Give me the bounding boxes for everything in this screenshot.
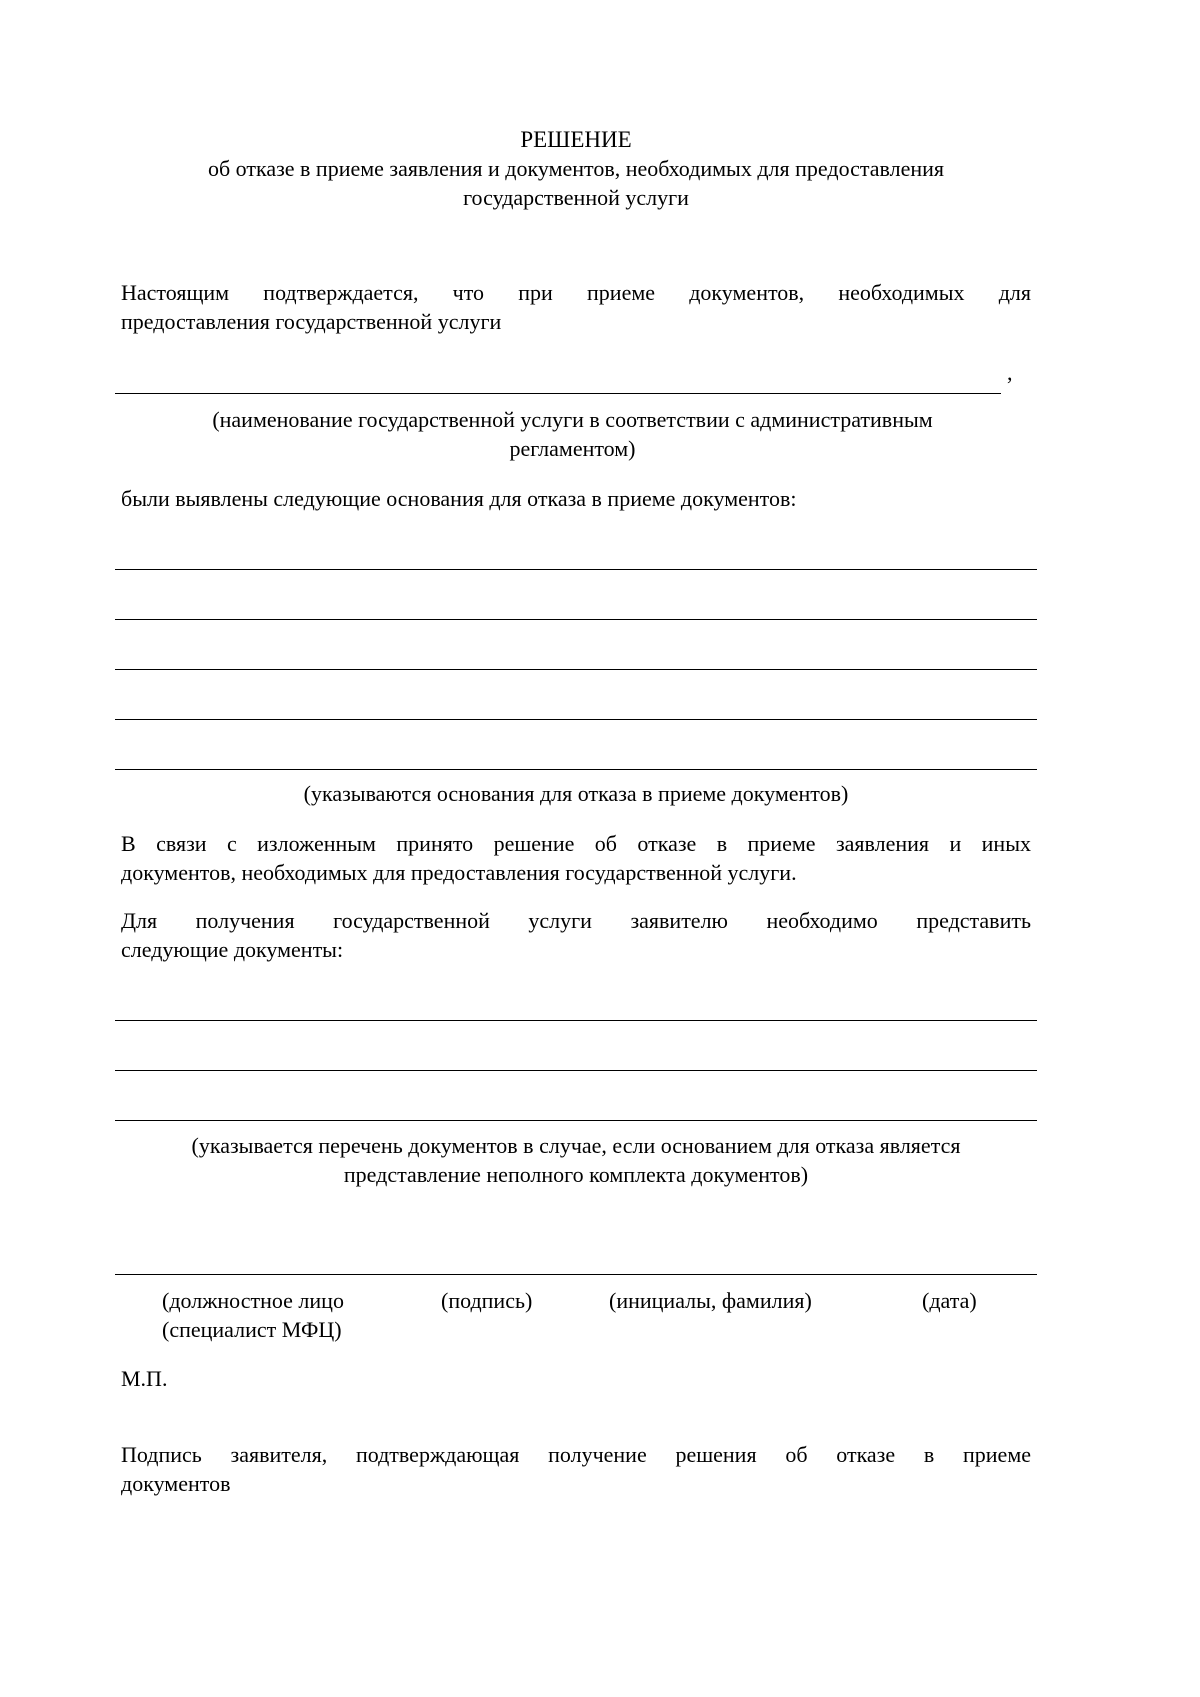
- docs-line-1[interactable]: [115, 1020, 1037, 1021]
- docs-line-2[interactable]: [115, 1070, 1037, 1071]
- document-title: РЕШЕНИЕ: [520, 127, 632, 152]
- decision-line-2: документов, необходимых для предоставления государственной услуги.: [121, 860, 797, 885]
- grounds-intro: были выявлены следующие основания для отказа в приеме документов:: [121, 486, 797, 511]
- intro-paragraph: [121, 278, 1031, 336]
- official-label: [162, 1286, 344, 1344]
- signature-line[interactable]: [115, 1274, 1037, 1275]
- applicant-line-2: документов: [121, 1471, 231, 1496]
- applicant-line-1: Подпись заявителя, подтверждающая получение решения об отказе в приеме: [121, 1442, 1031, 1467]
- service-caption-line-1: (наименование государственной услуги в соответствии с административным: [212, 407, 933, 432]
- intro-line-1: Настоящим подтверждается, что при приеме документов, необходимых для: [121, 280, 1031, 305]
- decision-line-1: В связи с изложенным принято решение об отказе в приеме заявления и иных: [121, 831, 1031, 856]
- service-name-comma: ,: [1007, 360, 1013, 385]
- required-docs-paragraph: [121, 906, 1031, 964]
- date-label: (дата): [922, 1288, 977, 1313]
- grounds-line-1[interactable]: [115, 569, 1037, 570]
- required-docs-line-1: Для получения государственной услуги заявителю необходимо представить: [121, 908, 1031, 933]
- applicant-paragraph: [121, 1440, 1031, 1498]
- official-label-line-2: (специалист МФЦ): [162, 1317, 342, 1342]
- grounds-line-4[interactable]: [115, 719, 1037, 720]
- signature-label: (подпись): [441, 1288, 533, 1313]
- subtitle-line-1: об отказе в приеме заявления и документов, необходимых для предоставления: [207, 156, 945, 181]
- docs-line-3[interactable]: [115, 1120, 1037, 1121]
- official-label-line-1: (должностное лицо: [162, 1288, 344, 1313]
- docs-caption-line-1: (указывается перечень документов в случае, если основанием для отказа является: [191, 1133, 961, 1158]
- subtitle-line-2: государственной услуги: [463, 185, 689, 210]
- docs-caption: [115, 1131, 1037, 1189]
- service-name-caption: [115, 405, 1030, 463]
- grounds-line-2[interactable]: [115, 619, 1037, 620]
- service-caption-line-2: регламентом): [509, 436, 636, 461]
- stamp-mark: М.П.: [121, 1366, 168, 1391]
- intro-line-2: предоставления государственной услуги: [121, 309, 502, 334]
- service-name-line[interactable]: [115, 393, 1001, 394]
- initials-label: (инициалы, фамилия): [609, 1288, 812, 1313]
- grounds-line-5[interactable]: [115, 769, 1037, 770]
- grounds-line-3[interactable]: [115, 669, 1037, 670]
- decision-paragraph: [121, 829, 1031, 887]
- grounds-caption: (указываются основания для отказа в приеме документов): [303, 781, 849, 806]
- document-subtitle: [0, 154, 1152, 212]
- required-docs-line-2: следующие документы:: [121, 937, 344, 962]
- docs-caption-line-2: представление неполного комплекта документов): [343, 1162, 809, 1187]
